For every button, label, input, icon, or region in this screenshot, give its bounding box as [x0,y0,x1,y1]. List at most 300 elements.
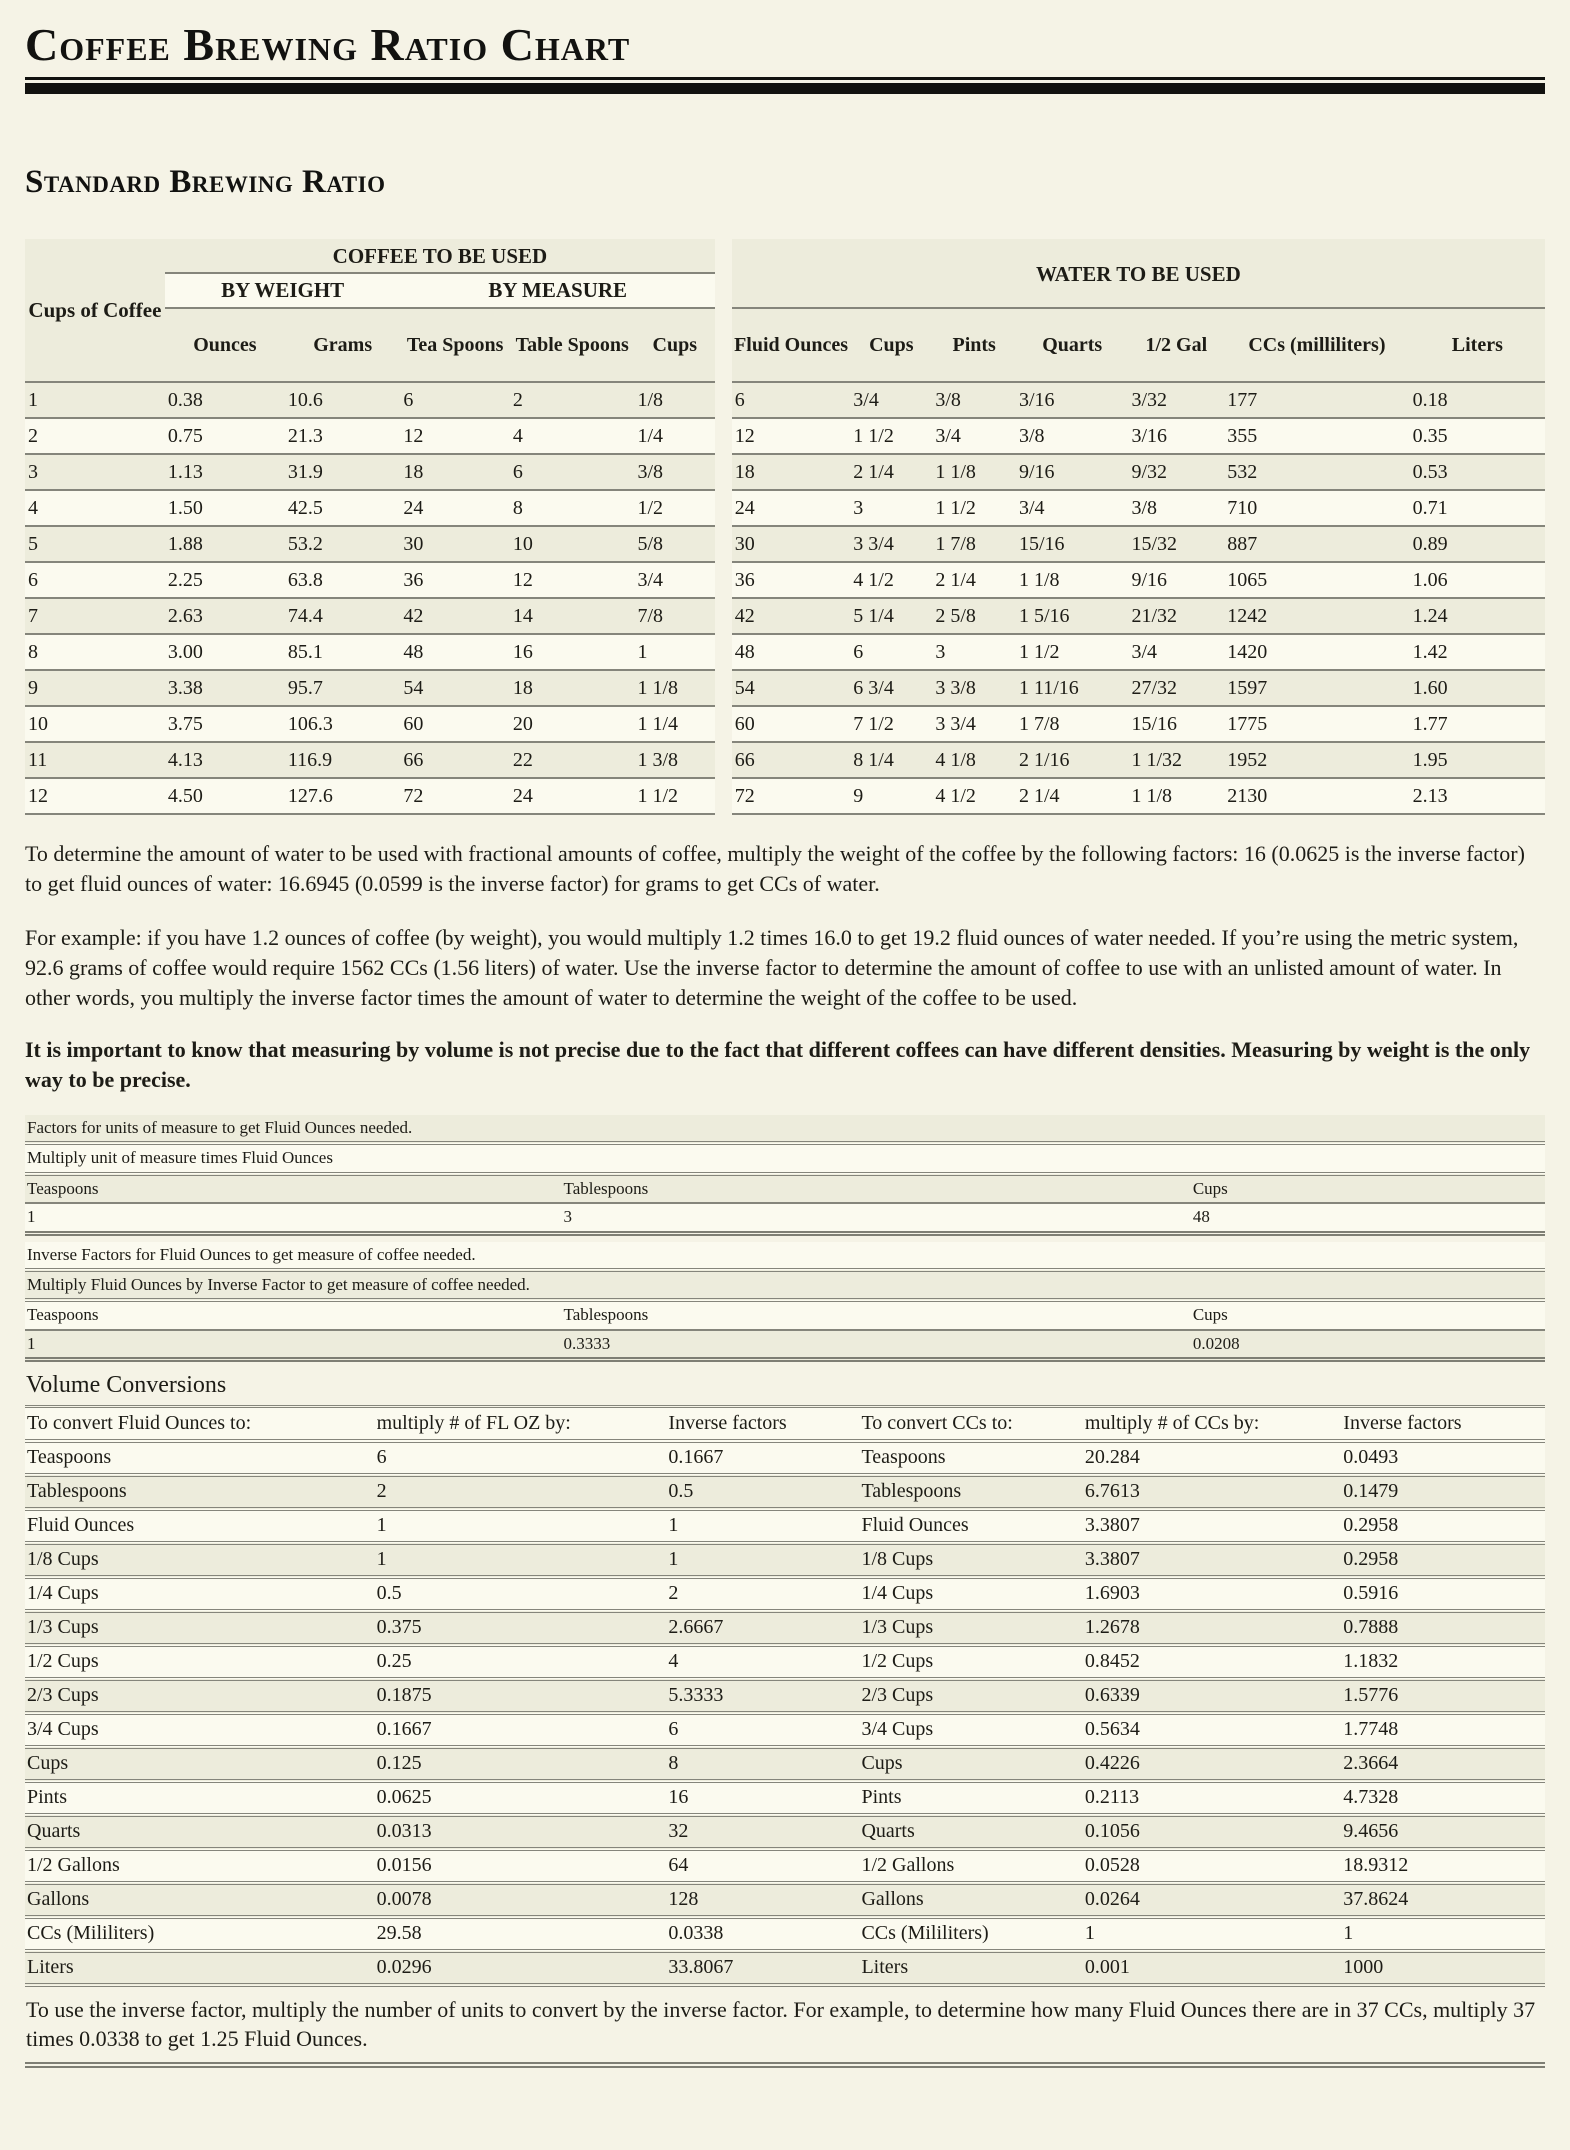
inverse-factors-header-tablespoons: Tablespoons [562,1300,1191,1329]
vc-floz-factor-cell: 0.375 [375,1611,667,1645]
pints-cell: 3 3/4 [932,706,1016,742]
cups-of-coffee-cell: 9 [25,670,165,706]
vc-floz-inverse-cell: 1 [666,1509,859,1543]
quarts-cell: 2 1/16 [1016,742,1128,778]
vc-ccs-factor-cell: 1 [1083,1917,1341,1951]
factors-caption: Factors for units of measure to get Fluid Ounces needed. [25,1115,1545,1143]
brewing-ratio-row [25,706,1545,742]
water-cups-cell: 8 1/4 [850,742,932,778]
inverse-factor-note: To use the inverse factor, multiply the number of units to convert by the inverse factor. For example, to determine how many Fluid Ounces there are in 37 CCs, multiply 37 times 0.0338 to get 1.25 Fluid Ounces. [25,1987,1545,2068]
vc-ccs-factor-cell: 0.0528 [1083,1849,1341,1883]
pints-cell: 3 3/8 [932,670,1016,706]
teaspoons-cell: 18 [400,454,509,490]
quarts-cell: 9/16 [1016,454,1128,490]
grams-cell: 63.8 [285,562,401,598]
factors-header-tablespoons: Tablespoons [562,1174,1191,1203]
ccs-cell: 1775 [1224,706,1409,742]
factors-value-teaspoons: 1 [25,1203,562,1233]
vc-ccs-inverse-cell: 1.7748 [1341,1713,1545,1747]
inverse-factors-value-cups: 0.0208 [1191,1330,1545,1360]
ounces-cell: 2.63 [165,598,285,634]
vc-floz-inverse-cell: 0.5 [666,1475,859,1509]
tablespoons-cell: 6 [510,454,635,490]
liters-cell: 0.71 [1410,490,1545,526]
column-header-liters: Liters [1410,308,1545,382]
cups-of-coffee-cell: 12 [25,778,165,814]
volume-conversion-row [25,1475,1545,1509]
teaspoons-cell: 66 [400,742,509,778]
column-gap [715,778,732,814]
teaspoons-cell: 48 [400,634,509,670]
cups-cell: 1 1/8 [634,670,715,706]
vc-floz-unit-cell: 1/3 Cups [25,1611,375,1645]
tablespoons-cell: 12 [510,562,635,598]
teaspoons-cell: 12 [400,418,509,454]
cups-cell: 7/8 [634,598,715,634]
quarts-cell: 15/16 [1016,526,1128,562]
ccs-cell: 1065 [1224,562,1409,598]
vc-ccs-inverse-cell: 18.9312 [1341,1849,1545,1883]
brewing-ratio-row [25,526,1545,562]
vc-header-ccs-factor: multiply # of CCs by: [1083,1408,1341,1441]
vc-ccs-inverse-cell: 37.8624 [1341,1883,1545,1917]
liters-cell: 1.24 [1410,598,1545,634]
brewing-ratio-row [25,598,1545,634]
grams-cell: 74.4 [285,598,401,634]
fluid-ounces-cell: 24 [732,490,851,526]
vc-floz-unit-cell: Liters [25,1951,375,1985]
quarts-cell: 3/4 [1016,490,1128,526]
water-cups-cell: 6 3/4 [850,670,932,706]
vc-ccs-factor-cell: 3.3807 [1083,1543,1341,1577]
inverse-factors-value-teaspoons: 1 [25,1330,562,1360]
volume-conversion-row [25,1747,1545,1781]
vc-ccs-unit-cell: 1/2 Cups [859,1645,1082,1679]
paragraph-factors: To determine the amount of water to be used with fractional amounts of coffee, multiply the weight of the coffee by the following factors: 16 (0.0625 is the inverse factor) to get fluid ounces of water: 16.6945 (0.0599 is the inverse factor) for grams to get CCs of water. [25,841,1525,896]
inverse-factors-value-row [25,1330,1545,1360]
water-cups-cell: 3/4 [850,382,932,418]
vc-floz-unit-cell: Tablespoons [25,1475,375,1509]
cups-of-coffee-cell: 8 [25,634,165,670]
fluid-ounces-cell: 60 [732,706,851,742]
ccs-cell: 1420 [1224,634,1409,670]
ccs-cell: 1597 [1224,670,1409,706]
cups-of-coffee-cell: 7 [25,598,165,634]
section-heading: Standard Brewing Ratio [25,164,386,200]
vc-floz-unit-cell: Fluid Ounces [25,1509,375,1543]
column-gap [715,239,732,382]
vc-floz-factor-cell: 0.0156 [375,1849,667,1883]
vc-ccs-unit-cell: 1/4 Cups [859,1577,1082,1611]
half-gal-cell: 1 1/32 [1128,742,1224,778]
grams-cell: 31.9 [285,454,401,490]
cups-cell: 1/2 [634,490,715,526]
half-gal-cell: 3/8 [1128,490,1224,526]
vc-ccs-inverse-cell: 0.2958 [1341,1509,1545,1543]
vc-ccs-unit-cell: Teaspoons [859,1441,1082,1475]
cups-of-coffee-cell: 5 [25,526,165,562]
cups-of-coffee-cell: 11 [25,742,165,778]
pints-cell: 2 1/4 [932,562,1016,598]
water-cups-cell: 3 3/4 [850,526,932,562]
vc-ccs-factor-cell: 0.0264 [1083,1883,1341,1917]
vc-ccs-factor-cell: 6.7613 [1083,1475,1341,1509]
factors-table [25,1115,1545,1236]
half-gal-cell: 3/16 [1128,418,1224,454]
liters-cell: 2.13 [1410,778,1545,814]
pints-cell: 3 [932,634,1016,670]
liters-cell: 0.53 [1410,454,1545,490]
ccs-cell: 1242 [1224,598,1409,634]
by-weight-header: BY WEIGHT [165,273,401,308]
column-gap [715,742,732,778]
teaspoons-cell: 6 [400,382,509,418]
vc-ccs-unit-cell: Fluid Ounces [859,1509,1082,1543]
ccs-cell: 355 [1224,418,1409,454]
quarts-cell: 3/8 [1016,418,1128,454]
vc-floz-inverse-cell: 5.3333 [666,1679,859,1713]
grams-cell: 106.3 [285,706,401,742]
quarts-cell: 3/16 [1016,382,1128,418]
tablespoons-cell: 24 [510,778,635,814]
column-header-tablespoons: Table Spoons [510,308,635,382]
liters-cell: 0.18 [1410,382,1545,418]
vc-ccs-factor-cell: 3.3807 [1083,1509,1341,1543]
ounces-cell: 3.00 [165,634,285,670]
cups-cell: 1/8 [634,382,715,418]
column-gap [715,490,732,526]
inverse-factors-caption: Inverse Factors for Fluid Ounces to get measure of coffee needed. [25,1242,1545,1270]
volume-conversion-row [25,1543,1545,1577]
grams-cell: 42.5 [285,490,401,526]
pints-cell: 1 7/8 [932,526,1016,562]
quarts-cell: 1 1/2 [1016,634,1128,670]
column-header-quarts: Quarts [1016,308,1128,382]
vc-floz-inverse-cell: 1 [666,1543,859,1577]
water-cups-cell: 9 [850,778,932,814]
ounces-cell: 3.75 [165,706,285,742]
brewing-ratio-row [25,418,1545,454]
vc-ccs-factor-cell: 0.1056 [1083,1815,1341,1849]
fluid-ounces-cell: 6 [732,382,851,418]
fluid-ounces-cell: 72 [732,778,851,814]
pints-cell: 4 1/8 [932,742,1016,778]
by-measure-header: BY MEASURE [400,273,715,308]
ccs-cell: 1952 [1224,742,1409,778]
volume-conversions-table [25,1408,1545,1987]
vc-floz-inverse-cell: 4 [666,1645,859,1679]
fluid-ounces-cell: 66 [732,742,851,778]
vc-ccs-factor-cell: 1.2678 [1083,1611,1341,1645]
vc-floz-unit-cell: 3/4 Cups [25,1713,375,1747]
cups-cell: 5/8 [634,526,715,562]
column-header-half-gal: 1/2 Gal [1128,308,1224,382]
water-cups-cell: 1 1/2 [850,418,932,454]
fluid-ounces-cell: 36 [732,562,851,598]
quarts-cell: 1 7/8 [1016,706,1128,742]
teaspoons-cell: 42 [400,598,509,634]
brewing-ratio-row [25,634,1545,670]
grams-cell: 85.1 [285,634,401,670]
ounces-cell: 0.75 [165,418,285,454]
ounces-cell: 1.50 [165,490,285,526]
vc-ccs-inverse-cell: 0.2958 [1341,1543,1545,1577]
water-cups-cell: 3 [850,490,932,526]
vc-ccs-factor-cell: 0.6339 [1083,1679,1341,1713]
vc-ccs-factor-cell: 0.8452 [1083,1645,1341,1679]
vc-ccs-inverse-cell: 4.7328 [1341,1781,1545,1815]
ounces-cell: 3.38 [165,670,285,706]
cups-of-coffee-header: Cups of Coffee [25,239,165,382]
vc-floz-inverse-cell: 33.8067 [666,1951,859,1985]
liters-cell: 0.35 [1410,418,1545,454]
vc-floz-factor-cell: 0.25 [375,1645,667,1679]
vc-ccs-inverse-cell: 1.5776 [1341,1679,1545,1713]
vc-floz-unit-cell: Quarts [25,1815,375,1849]
vc-ccs-unit-cell: Liters [859,1951,1082,1985]
cups-of-coffee-cell: 1 [25,382,165,418]
volume-conversion-row [25,1611,1545,1645]
grams-cell: 10.6 [285,382,401,418]
vc-floz-unit-cell: CCs (Mililiters) [25,1917,375,1951]
vc-floz-unit-cell: 1/4 Cups [25,1577,375,1611]
brewing-ratio-row [25,490,1545,526]
vc-ccs-unit-cell: Quarts [859,1815,1082,1849]
column-gap [715,670,732,706]
teaspoons-cell: 60 [400,706,509,742]
vc-floz-factor-cell: 6 [375,1441,667,1475]
vc-ccs-inverse-cell: 9.4656 [1341,1815,1545,1849]
column-gap [715,598,732,634]
vc-floz-factor-cell: 29.58 [375,1917,667,1951]
vc-ccs-unit-cell: 1/2 Gallons [859,1849,1082,1883]
vc-floz-inverse-cell: 128 [666,1883,859,1917]
title-rule-thick [25,83,1545,94]
column-header-fluid-ounces: Fluid Ounces [732,308,851,382]
quarts-cell: 2 1/4 [1016,778,1128,814]
tablespoons-cell: 20 [510,706,635,742]
liters-cell: 0.89 [1410,526,1545,562]
cups-of-coffee-cell: 10 [25,706,165,742]
vc-ccs-unit-cell: Gallons [859,1883,1082,1917]
vc-ccs-unit-cell: 3/4 Cups [859,1713,1082,1747]
vc-ccs-inverse-cell: 0.0493 [1341,1441,1545,1475]
pints-cell: 4 1/2 [932,778,1016,814]
factors-caption-row [25,1115,1545,1143]
vc-ccs-inverse-cell: 1.1832 [1341,1645,1545,1679]
volume-conversions-header-row [25,1408,1545,1441]
grams-cell: 95.7 [285,670,401,706]
vc-ccs-unit-cell: Pints [859,1781,1082,1815]
liters-cell: 1.06 [1410,562,1545,598]
brewing-ratio-body [25,382,1545,814]
factors-header-teaspoons: Teaspoons [25,1174,562,1203]
fluid-ounces-cell: 30 [732,526,851,562]
water-group-header: WATER TO BE USED [732,239,1545,308]
inverse-factors-subcaption-row [25,1270,1545,1300]
vc-ccs-inverse-cell: 0.5916 [1341,1577,1545,1611]
vc-ccs-factor-cell: 0.2113 [1083,1781,1341,1815]
vc-header-ccs-to: To convert CCs to: [859,1408,1082,1441]
vc-floz-factor-cell: 0.0078 [375,1883,667,1917]
column-header-teaspoons: Tea Spoons [400,308,509,382]
vc-ccs-factor-cell: 0.5634 [1083,1713,1341,1747]
vc-floz-factor-cell: 0.5 [375,1577,667,1611]
vc-ccs-unit-cell: CCs (Mililiters) [859,1917,1082,1951]
vc-ccs-unit-cell: 2/3 Cups [859,1679,1082,1713]
vc-floz-unit-cell: Gallons [25,1883,375,1917]
liters-cell: 1.60 [1410,670,1545,706]
inverse-factors-caption-row [25,1242,1545,1270]
vc-floz-inverse-cell: 2 [666,1577,859,1611]
volume-conversions-header [25,1408,1545,1441]
liters-cell: 1.95 [1410,742,1545,778]
volume-conversion-row [25,1679,1545,1713]
half-gal-cell: 3/32 [1128,382,1224,418]
volume-conversion-row [25,1645,1545,1679]
water-cups-cell: 7 1/2 [850,706,932,742]
ccs-cell: 2130 [1224,778,1409,814]
column-header-row [25,308,1545,382]
half-gal-cell: 27/32 [1128,670,1224,706]
coffee-group-header: COFFEE TO BE USED [165,239,715,273]
vc-floz-factor-cell: 1 [375,1509,667,1543]
ccs-cell: 710 [1224,490,1409,526]
half-gal-cell: 15/16 [1128,706,1224,742]
vc-ccs-inverse-cell: 1 [1341,1917,1545,1951]
vc-floz-factor-cell: 0.0296 [375,1951,667,1985]
ounces-cell: 4.50 [165,778,285,814]
ounces-cell: 2.25 [165,562,285,598]
column-gap [715,706,732,742]
vc-ccs-inverse-cell: 0.7888 [1341,1611,1545,1645]
water-cups-cell: 4 1/2 [850,562,932,598]
tablespoons-cell: 14 [510,598,635,634]
half-gal-cell: 9/16 [1128,562,1224,598]
vc-header-floz-inverse: Inverse factors [666,1408,859,1441]
ounces-cell: 1.88 [165,526,285,562]
vc-ccs-unit-cell: Tablespoons [859,1475,1082,1509]
half-gal-cell: 9/32 [1128,454,1224,490]
grams-cell: 127.6 [285,778,401,814]
brewing-ratio-row [25,382,1545,418]
factors-subcaption: Multiply unit of measure times Fluid Ounces [25,1143,1545,1173]
vc-header-ccs-inverse: Inverse factors [1341,1408,1545,1441]
vc-floz-unit-cell: 1/2 Cups [25,1645,375,1679]
vc-floz-unit-cell: Cups [25,1747,375,1781]
vc-floz-unit-cell: Pints [25,1781,375,1815]
vc-floz-factor-cell: 0.0313 [375,1815,667,1849]
vc-floz-inverse-cell: 8 [666,1747,859,1781]
factors-header-cups: Cups [1191,1174,1545,1203]
paragraph-example: For example: if you have 1.2 ounces of coffee (by weight), you would multiply 1.2 times 16.0 to get 19.2 fluid ounces of water needed. If you’re using the metric system, 92.6 grams of coffee would require 1562 CCs (1.56 liters) of water. Use the inverse factor to determine the amount of coffee to use with an unlisted amount of water. In other words, you multiply the inverse factor times the amount of water to determine the weight of the coffee to be used. [25,925,1519,1010]
vc-ccs-inverse-cell: 2.3664 [1341,1747,1545,1781]
teaspoons-cell: 54 [400,670,509,706]
cups-cell: 1 1/4 [634,706,715,742]
group-header-row [25,239,1545,273]
water-cups-cell: 2 1/4 [850,454,932,490]
tablespoons-cell: 16 [510,634,635,670]
tablespoons-cell: 18 [510,670,635,706]
cups-cell: 3/8 [634,454,715,490]
grams-cell: 53.2 [285,526,401,562]
tablespoons-cell: 4 [510,418,635,454]
tablespoons-cell: 2 [510,382,635,418]
inverse-factors-subcaption: Multiply Fluid Ounces by Inverse Factor to get measure of coffee needed. [25,1270,1545,1300]
factors-value-tablespoons: 3 [562,1203,1191,1233]
column-header-ounces: Ounces [165,308,285,382]
inverse-factors-header-cups: Cups [1191,1300,1545,1329]
vc-floz-factor-cell: 0.0625 [375,1781,667,1815]
page-title: Coffee Brewing Ratio Chart [25,19,631,70]
volume-conversion-row [25,1917,1545,1951]
grams-cell: 21.3 [285,418,401,454]
vc-header-floz-to: To convert Fluid Ounces to: [25,1408,375,1441]
brewing-ratio-row [25,670,1545,706]
cups-cell: 1 [634,634,715,670]
vc-floz-inverse-cell: 64 [666,1849,859,1883]
half-gal-cell: 15/32 [1128,526,1224,562]
teaspoons-cell: 36 [400,562,509,598]
fluid-ounces-cell: 12 [732,418,851,454]
brewing-ratio-row [25,454,1545,490]
vc-ccs-factor-cell: 1.6903 [1083,1577,1341,1611]
volume-conversion-row [25,1713,1545,1747]
fluid-ounces-cell: 42 [732,598,851,634]
factors-value-row [25,1203,1545,1233]
volume-conversion-row [25,1815,1545,1849]
inverse-factors-value-tablespoons: 0.3333 [562,1330,1191,1360]
vc-ccs-unit-cell: 1/3 Cups [859,1611,1082,1645]
ounces-cell: 0.38 [165,382,285,418]
cups-cell: 1 3/8 [634,742,715,778]
brewing-ratio-row [25,562,1545,598]
pints-cell: 2 5/8 [932,598,1016,634]
vc-ccs-factor-cell: 0.001 [1083,1951,1341,1985]
liters-cell: 1.42 [1410,634,1545,670]
volume-conversion-row [25,1509,1545,1543]
column-header-cups: Cups [634,308,715,382]
vc-ccs-unit-cell: 1/8 Cups [859,1543,1082,1577]
cups-of-coffee-cell: 6 [25,562,165,598]
column-gap [715,634,732,670]
water-cups-cell: 5 1/4 [850,598,932,634]
grams-cell: 116.9 [285,742,401,778]
teaspoons-cell: 30 [400,526,509,562]
inverse-factors-table [25,1242,1545,1363]
teaspoons-cell: 72 [400,778,509,814]
quarts-cell: 1 11/16 [1016,670,1128,706]
vc-floz-inverse-cell: 16 [666,1781,859,1815]
liters-cell: 1.77 [1410,706,1545,742]
volume-conversion-row [25,1441,1545,1475]
inverse-factors-header-row [25,1300,1545,1329]
volume-conversion-row [25,1883,1545,1917]
fluid-ounces-cell: 18 [732,454,851,490]
pints-cell: 1 1/2 [932,490,1016,526]
volume-conversion-row [25,1577,1545,1611]
column-header-grams: Grams [285,308,401,382]
cups-cell: 1 1/2 [634,778,715,814]
half-gal-cell: 21/32 [1128,598,1224,634]
volume-conversion-row [25,1951,1545,1985]
ccs-cell: 887 [1224,526,1409,562]
vc-floz-inverse-cell: 0.1667 [666,1441,859,1475]
water-cups-cell: 6 [850,634,932,670]
inverse-factors-header-teaspoons: Teaspoons [25,1300,562,1329]
volume-conversion-row [25,1849,1545,1883]
vc-ccs-inverse-cell: 1000 [1341,1951,1545,1985]
